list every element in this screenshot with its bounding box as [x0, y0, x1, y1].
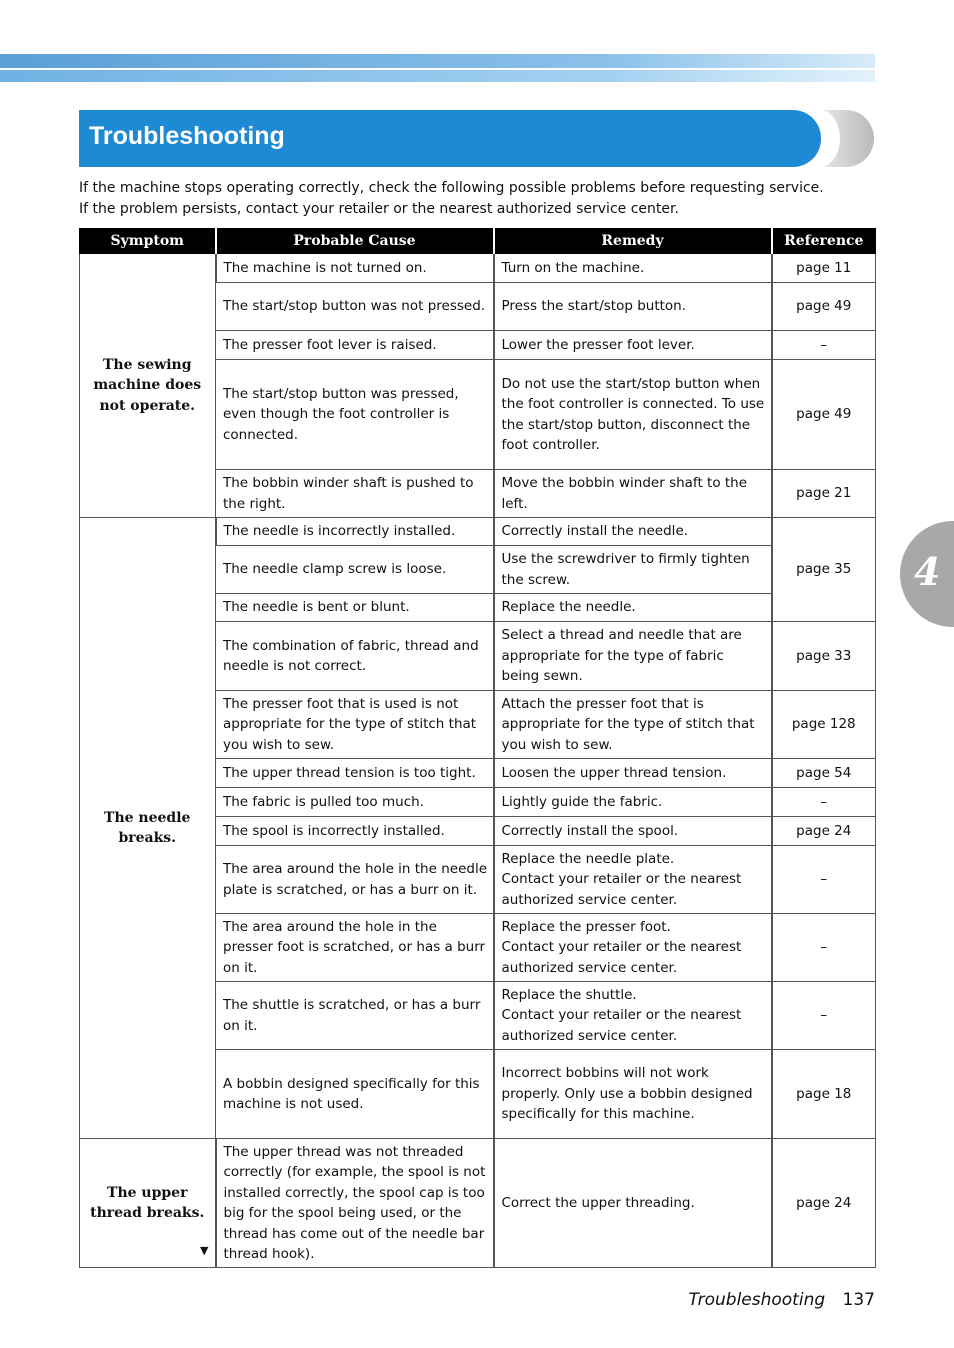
cause-cell: The presser foot that is used is not appropriate for the type of stitch that you wish to sew.	[216, 691, 494, 759]
reference-cell: page 24	[772, 817, 876, 846]
cause-cell: The start/stop button was not pressed.	[216, 283, 494, 331]
remedy-cell	[494, 846, 772, 914]
page-number: 137	[842, 1290, 875, 1310]
reference-cell: page 49	[772, 283, 876, 331]
remedy-cell: Attach the presser foot that is appropriate for the type of stitch that you wish to sew.	[494, 691, 772, 759]
reference-cell: page 33	[772, 622, 876, 691]
table-row	[80, 518, 876, 546]
cause-cell: The upper thread was not threaded correctly (for example, the spool is not installed correctly, the spool cap is too big for the spool being used, or the thread has come out of the needle bar thread hook).	[216, 1139, 494, 1268]
remedy-cell: Correctly install the spool.	[494, 817, 772, 846]
remedy-cell: Select a thread and needle that are appropriate for the type of fabric being sewn.	[494, 622, 772, 691]
reference-cell: –	[772, 982, 876, 1050]
header-remedy: Remedy	[494, 229, 772, 254]
remedy-cell	[494, 982, 772, 1050]
reference-cell: page 24	[772, 1139, 876, 1268]
footer-section-name: Troubleshooting	[688, 1290, 826, 1310]
cause-cell: The presser foot lever is raised.	[216, 331, 494, 360]
reference-cell: page 21	[772, 470, 876, 518]
remedy-cell: Incorrect bobbins will not work properly. Only use a bobbin designed specifically for this machine.	[494, 1050, 772, 1139]
remedy-cell: Move the bobbin winder shaft to the left.	[494, 470, 772, 518]
reference-cell: page 11	[772, 254, 876, 283]
cause-cell: The area around the hole in the needle plate is scratched, or has a burr on it.	[216, 846, 494, 914]
table-row	[80, 254, 876, 283]
remedy-cell: Use the screwdriver to firmly tighten the screw.	[494, 546, 772, 594]
symptom-label: The sewing machine does not operate.	[93, 356, 202, 414]
reference-cell: page 49	[772, 360, 876, 470]
cause-cell: The needle is incorrectly installed.	[216, 518, 494, 546]
remedy-line: Contact your retailer or the nearest authorized service center.	[501, 939, 742, 976]
chapter-tab	[900, 521, 954, 627]
page-footer	[689, 1290, 875, 1310]
remedy-cell: Press the start/stop button.	[494, 283, 772, 331]
header-gradient-band	[0, 54, 875, 82]
intro-line-2: If the problem persists, contact your retailer or the nearest authorized service center.	[79, 201, 679, 217]
table-row	[80, 1139, 876, 1268]
intro-text	[79, 178, 869, 220]
cause-cell: The spool is incorrectly installed.	[216, 817, 494, 846]
header-reference: Reference	[772, 229, 876, 254]
symptom-cell	[80, 518, 216, 1139]
remedy-cell: Lower the presser foot lever.	[494, 331, 772, 360]
cause-cell: The needle clamp screw is loose.	[216, 546, 494, 594]
continued-arrow-icon: ▼	[200, 1243, 209, 1257]
reference-cell: –	[772, 331, 876, 360]
reference-cell: –	[772, 788, 876, 817]
cause-cell: The combination of fabric, thread and needle is not correct.	[216, 622, 494, 691]
troubleshooting-table	[79, 228, 876, 1268]
remedy-cell: Lightly guide the fabric.	[494, 788, 772, 817]
cause-cell: The machine is not turned on.	[216, 254, 494, 283]
reference-cell: –	[772, 914, 876, 982]
cause-cell: The bobbin winder shaft is pushed to the right.	[216, 470, 494, 518]
title-bar	[79, 110, 821, 167]
table-header-row	[80, 229, 876, 254]
cause-cell: A bobbin designed specifically for this machine is not used.	[216, 1050, 494, 1139]
reference-cell: page 128	[772, 691, 876, 759]
remedy-line: Contact your retailer or the nearest authorized service center.	[501, 871, 742, 908]
intro-line-1: If the machine stops operating correctly, check the following possible problems before requesting service.	[79, 180, 824, 196]
cause-cell: The needle is bent or blunt.	[216, 594, 494, 622]
cause-cell: The fabric is pulled too much.	[216, 788, 494, 817]
cause-cell: The shuttle is scratched, or has a burr on it.	[216, 982, 494, 1050]
title-chevron-icon	[820, 110, 876, 167]
remedy-cell: Correctly install the needle.	[494, 518, 772, 546]
header-probable-cause: Probable Cause	[216, 229, 494, 254]
reference-cell: page 54	[772, 759, 876, 788]
reference-cell: page 35	[772, 518, 876, 622]
symptom-cell	[80, 254, 216, 518]
remedy-line: Contact your retailer or the nearest authorized service center.	[501, 1007, 742, 1044]
page-title: Troubleshooting	[89, 122, 285, 150]
symptom-label: The upper thread breaks.	[90, 1184, 205, 1221]
remedy-cell	[494, 914, 772, 982]
remedy-cell: Loosen the upper thread tension.	[494, 759, 772, 788]
remedy-line: Replace the needle plate.	[501, 850, 675, 867]
reference-cell: page 18	[772, 1050, 876, 1139]
remedy-cell: Replace the needle.	[494, 594, 772, 622]
header-symptom: Symptom	[80, 229, 216, 254]
remedy-line: Replace the shuttle.	[501, 986, 637, 1003]
remedy-line: Replace the presser foot.	[501, 918, 671, 935]
header-stripe-bottom	[0, 70, 875, 82]
header-stripe-top	[0, 54, 875, 68]
cause-cell: The upper thread tension is too tight.	[216, 759, 494, 788]
cause-cell: The area around the hole in the presser foot is scratched, or has a burr on it.	[216, 914, 494, 982]
remedy-cell: Correct the upper threading.	[494, 1139, 772, 1268]
cause-cell: The start/stop button was pressed, even though the foot controller is connected.	[216, 360, 494, 470]
reference-cell: –	[772, 846, 876, 914]
symptom-cell	[80, 1139, 216, 1268]
remedy-cell: Do not use the start/stop button when the foot controller is connected. To use the start/stop button, disconnect the foot controller.	[494, 360, 772, 470]
symptom-label: The needle breaks.	[104, 809, 191, 846]
chapter-number: 4	[914, 549, 941, 594]
remedy-cell: Turn on the machine.	[494, 254, 772, 283]
